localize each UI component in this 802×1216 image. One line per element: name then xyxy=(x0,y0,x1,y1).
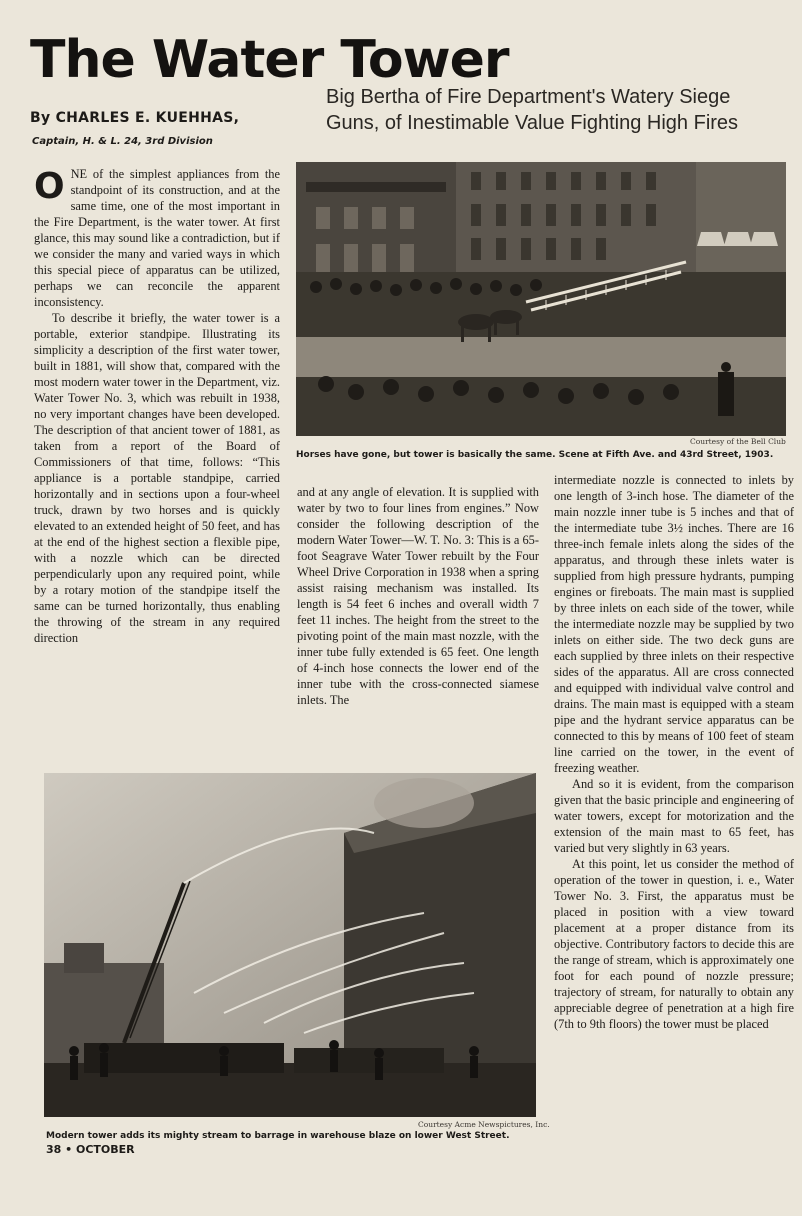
subtitle-line-1: Big Bertha of Fire Department's Watery Siege xyxy=(326,86,731,108)
page-folio: 38 • OCTOBER xyxy=(46,1143,135,1156)
drop-cap: O xyxy=(34,166,65,207)
paragraph-comparison: And so it is evident, from the comparison given that the basic principle and engineering of water towers, except for motorization and the extension of the main mast to 65 feet, has varied but very slightly in 63 years. xyxy=(554,777,794,855)
paragraph-modern-tower: and at any angle of elevation. It is supplied with water by two to four lines from engines.” Now consider the following description of the modern Water Tower—W. T. No. 3: This is a 65-foot Seagrave Water Tower rebuilt by the Four Wheel Drive Corporation in 1938 when a spring assist raising mechanism was installed. Its length is 54 feet 6 inches and overall width 7 feet 11 inches. The height from the street to the pivoting point of the main mast nozzle, with the inner tube fully extended is 65 feet. One length of 4-inch hose connects the lower end of the inner tube with the cross-connected siamese inlets. The xyxy=(297,485,539,707)
paragraph-operation: At this point, let us consider the method of operation of the tower in question, i. e., Water Tower No. 3. First, the apparatus must be placed in position with a view toward placement at a proper distance from its objective. Contributory factors to decide this are the range of stream, which is approximately one foot for each pound of nozzle pressure; trajectory of stream, for naturally to obtain any appreciable degree of penetration at a high fire (7th to 9th floors) the tower must be placed xyxy=(554,857,794,1031)
paragraph-intro: ONE of the simplest appliances from the standpoint of its construction, and at the same time, one of the most important in the Fire Department, is the water tower. At first glance, this may sound like a contradiction, but if we consider the many and varied ways in which this special piece of apparatus can be utilized, perhaps we can reconcile the apparent inconsistency. xyxy=(34,166,280,309)
photo-1903-fifth-ave xyxy=(296,162,786,436)
paragraph-description: To describe it briefly, the water tower is a portable, exterior standpipe. Illustrating its simplicity a description of the first water tower, built in 1881, will show that, compared with the most modern water tower in the Department, viz. Water Tower No. 3, which was rebuilt in 1938, no very important changes have been developed. The description of that ancient tower of 1881, as taken from a report of the Board of Commissioners of that time, follows: “This appliance is a portable standpipe, carried horizontally and in sections upon a four-wheel truck, drawn by two horses and is quickly elevated to an extended height of 50 feet, and has at the end of the highest section a flexible pipe, with a nozzle which can be directed perpendicularly upon any required point, while by a rotary motion of the standpipe itself the same can be turned horizontally, thus enabling the throwing of the stream in any required direction xyxy=(34,311,280,645)
column-3 xyxy=(554,472,794,1142)
column-2 xyxy=(297,484,539,760)
photo-1-caption: Horses have gone, but tower is basically the same. Scene at Fifth Ave. and 43rd Street, 1903. xyxy=(296,450,774,460)
photo-2-credit: Courtesy Acme Newspictures, Inc. xyxy=(418,1120,550,1129)
paragraph-inlets: intermediate nozzle is connected to inlets by one length of 3-inch hose. The diameter of the main nozzle inner tube is 5 inches and that of the intermediate tube 3½ inches. There are 16 three-inch female inlets along the sides of the apparatus, and through these inlets water is supplied from high pressure hydrants, pumping engines or fireboats. The main mast is supplied by three inlets on each side of the tower, while the intermediate nozzle may be supplied by two inlets on either side. The two deck guns are each supplied by three inlets on their respective sides of the apparatus. All are cross connected and equipped with individual valve control and drains. The main mast is equipped with a steam pipe and the hydrant service apparatus can be connected to this by means of 100 feet of steam line carried on the tower, in the event of freezing weather. xyxy=(554,473,794,775)
article-subtitle xyxy=(326,84,796,136)
photo-1-credit: Courtesy of the Bell Club xyxy=(690,437,786,446)
column-1 xyxy=(34,166,280,762)
subtitle-line-2: Guns, of Inestimable Value Fighting High Fires xyxy=(326,112,739,134)
article-title: The Water Tower xyxy=(30,30,509,90)
byline-author: By CHARLES E. KUEHHAS, xyxy=(30,110,240,126)
byline-role: Captain, H. & L. 24, 3rd Division xyxy=(32,136,213,147)
photo-2-caption: Modern tower adds its mighty stream to barrage in warehouse blaze on lower West Street. xyxy=(46,1131,510,1141)
photo-1903-image xyxy=(296,162,786,436)
photo-warehouse-image xyxy=(44,773,536,1117)
photo-warehouse-blaze xyxy=(44,773,536,1117)
